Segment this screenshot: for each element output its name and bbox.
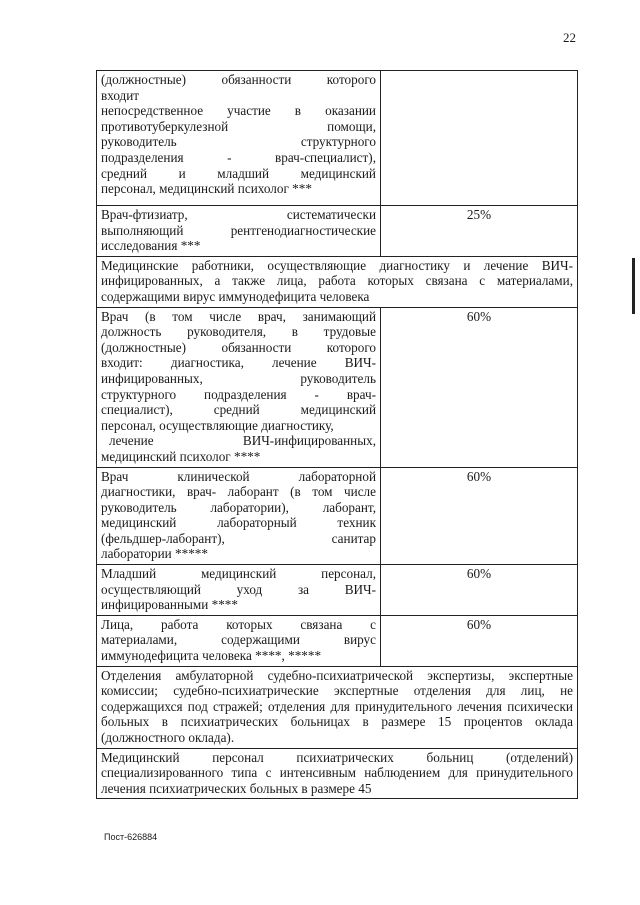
text-line: выполняющий рентгенодиагностические [101, 222, 376, 238]
position-cell [97, 307, 381, 467]
text-line: входит [101, 87, 140, 103]
text-line: персонал, медицинский психолог *** [101, 181, 312, 197]
table-row [97, 307, 578, 467]
text-line: Врач клинической лабораторной [101, 468, 376, 484]
text-line: входит: диагностика, лечение ВИЧ- [101, 355, 376, 371]
text-line: Врач-фтизиатр, систематически [101, 207, 376, 222]
text-line: осуществляющий уход за ВИЧ- [101, 581, 376, 597]
table-row [97, 71, 578, 206]
text-line: медицинский лабораторный техник [101, 515, 376, 531]
text-line: лечение ВИЧ-инфицированных, [109, 433, 376, 449]
text-line: средний и младший медицинский [101, 165, 376, 181]
percent-cell: 60% [381, 615, 578, 666]
percent-cell: 60% [381, 467, 578, 565]
text-line: подразделения - врач-специалист), [101, 149, 376, 165]
allowance-table [96, 70, 578, 799]
text-line: исследования *** [101, 238, 201, 254]
text-line: Врач (в том числе врач, занимающий [101, 308, 376, 324]
text-line: руководитель структурного [101, 134, 376, 150]
text-line: (фельдшер-лаборант), санитар [101, 530, 376, 546]
percent-cell: 25% [381, 206, 578, 257]
position-cell [97, 467, 381, 565]
position-cell [97, 71, 381, 206]
table-row [97, 565, 578, 616]
text-line: лаборатории ***** [101, 546, 208, 562]
page-number: 22 [563, 30, 576, 45]
position-cell [97, 206, 381, 257]
text-line: персонал, осуществляющие диагностику, [101, 417, 334, 433]
percent-cell: 60% [381, 307, 578, 467]
text-line: Лица, работа которых связана с [101, 616, 376, 632]
section-heading-cell: Медицинские работники, осуществляющие диагностику и лечение ВИЧ-инфицированных, а также лица, работа которых связана с материалами, содержащими вирус иммунодефицита человека [97, 256, 578, 307]
table-row [97, 615, 578, 666]
text-line: специалист), средний медицинский [101, 402, 376, 418]
percent-cell [381, 71, 578, 206]
section-heading-cell: Отделения амбулаторной судебно-психиатрической экспертизы, экспертные комиссии; судебно-психиатрические экспертные отделения для лиц, не содержащихся под стражей; отделения для принудительного лечения психически больных в психиатрических больницах в размере 15 процентов оклада (должностного оклада). [97, 666, 578, 748]
text-line: противотуберкулезной помощи, [101, 118, 376, 134]
text-line: медицинский психолог **** [101, 448, 261, 464]
text-line: непосредственное участие в оказании [101, 103, 376, 119]
text-line: Младший медицинский персонал, [101, 566, 376, 582]
percent-cell: 60% [381, 565, 578, 616]
text-line: руководитель лаборатории), лаборант, [101, 499, 376, 515]
section-heading-cell: Медицинский персонал психиатрических больниц (отделений) специализированного типа с интенсивным наблюдением для принудительного лечения психиатрических больных в размере 45 [97, 748, 578, 799]
text-line: (должностные) обязанности которого [101, 339, 376, 355]
table-row [97, 467, 578, 565]
binding-edge-mark [632, 258, 635, 314]
text-line: инфицированными **** [101, 597, 238, 613]
text-line: иммунодефицита человека ****, ***** [101, 648, 322, 664]
position-cell [97, 565, 381, 616]
document-footer-code: Пост-626884 [104, 832, 158, 842]
text-line: диагностики, врач- лаборант (в том числе [101, 484, 376, 500]
table-row [97, 666, 578, 748]
table-row [97, 256, 578, 307]
text-line: инфицированных, руководитель [101, 370, 376, 386]
table-row [97, 206, 578, 257]
position-cell [97, 615, 381, 666]
text-line: структурного подразделения - врач- [101, 386, 376, 402]
text-line: (должностные) обязанности которого [101, 72, 376, 87]
text-line: материалами, содержащими вирус [101, 632, 376, 648]
text-line: должность руководителя, в трудовые [101, 324, 376, 340]
table-row [97, 748, 578, 799]
